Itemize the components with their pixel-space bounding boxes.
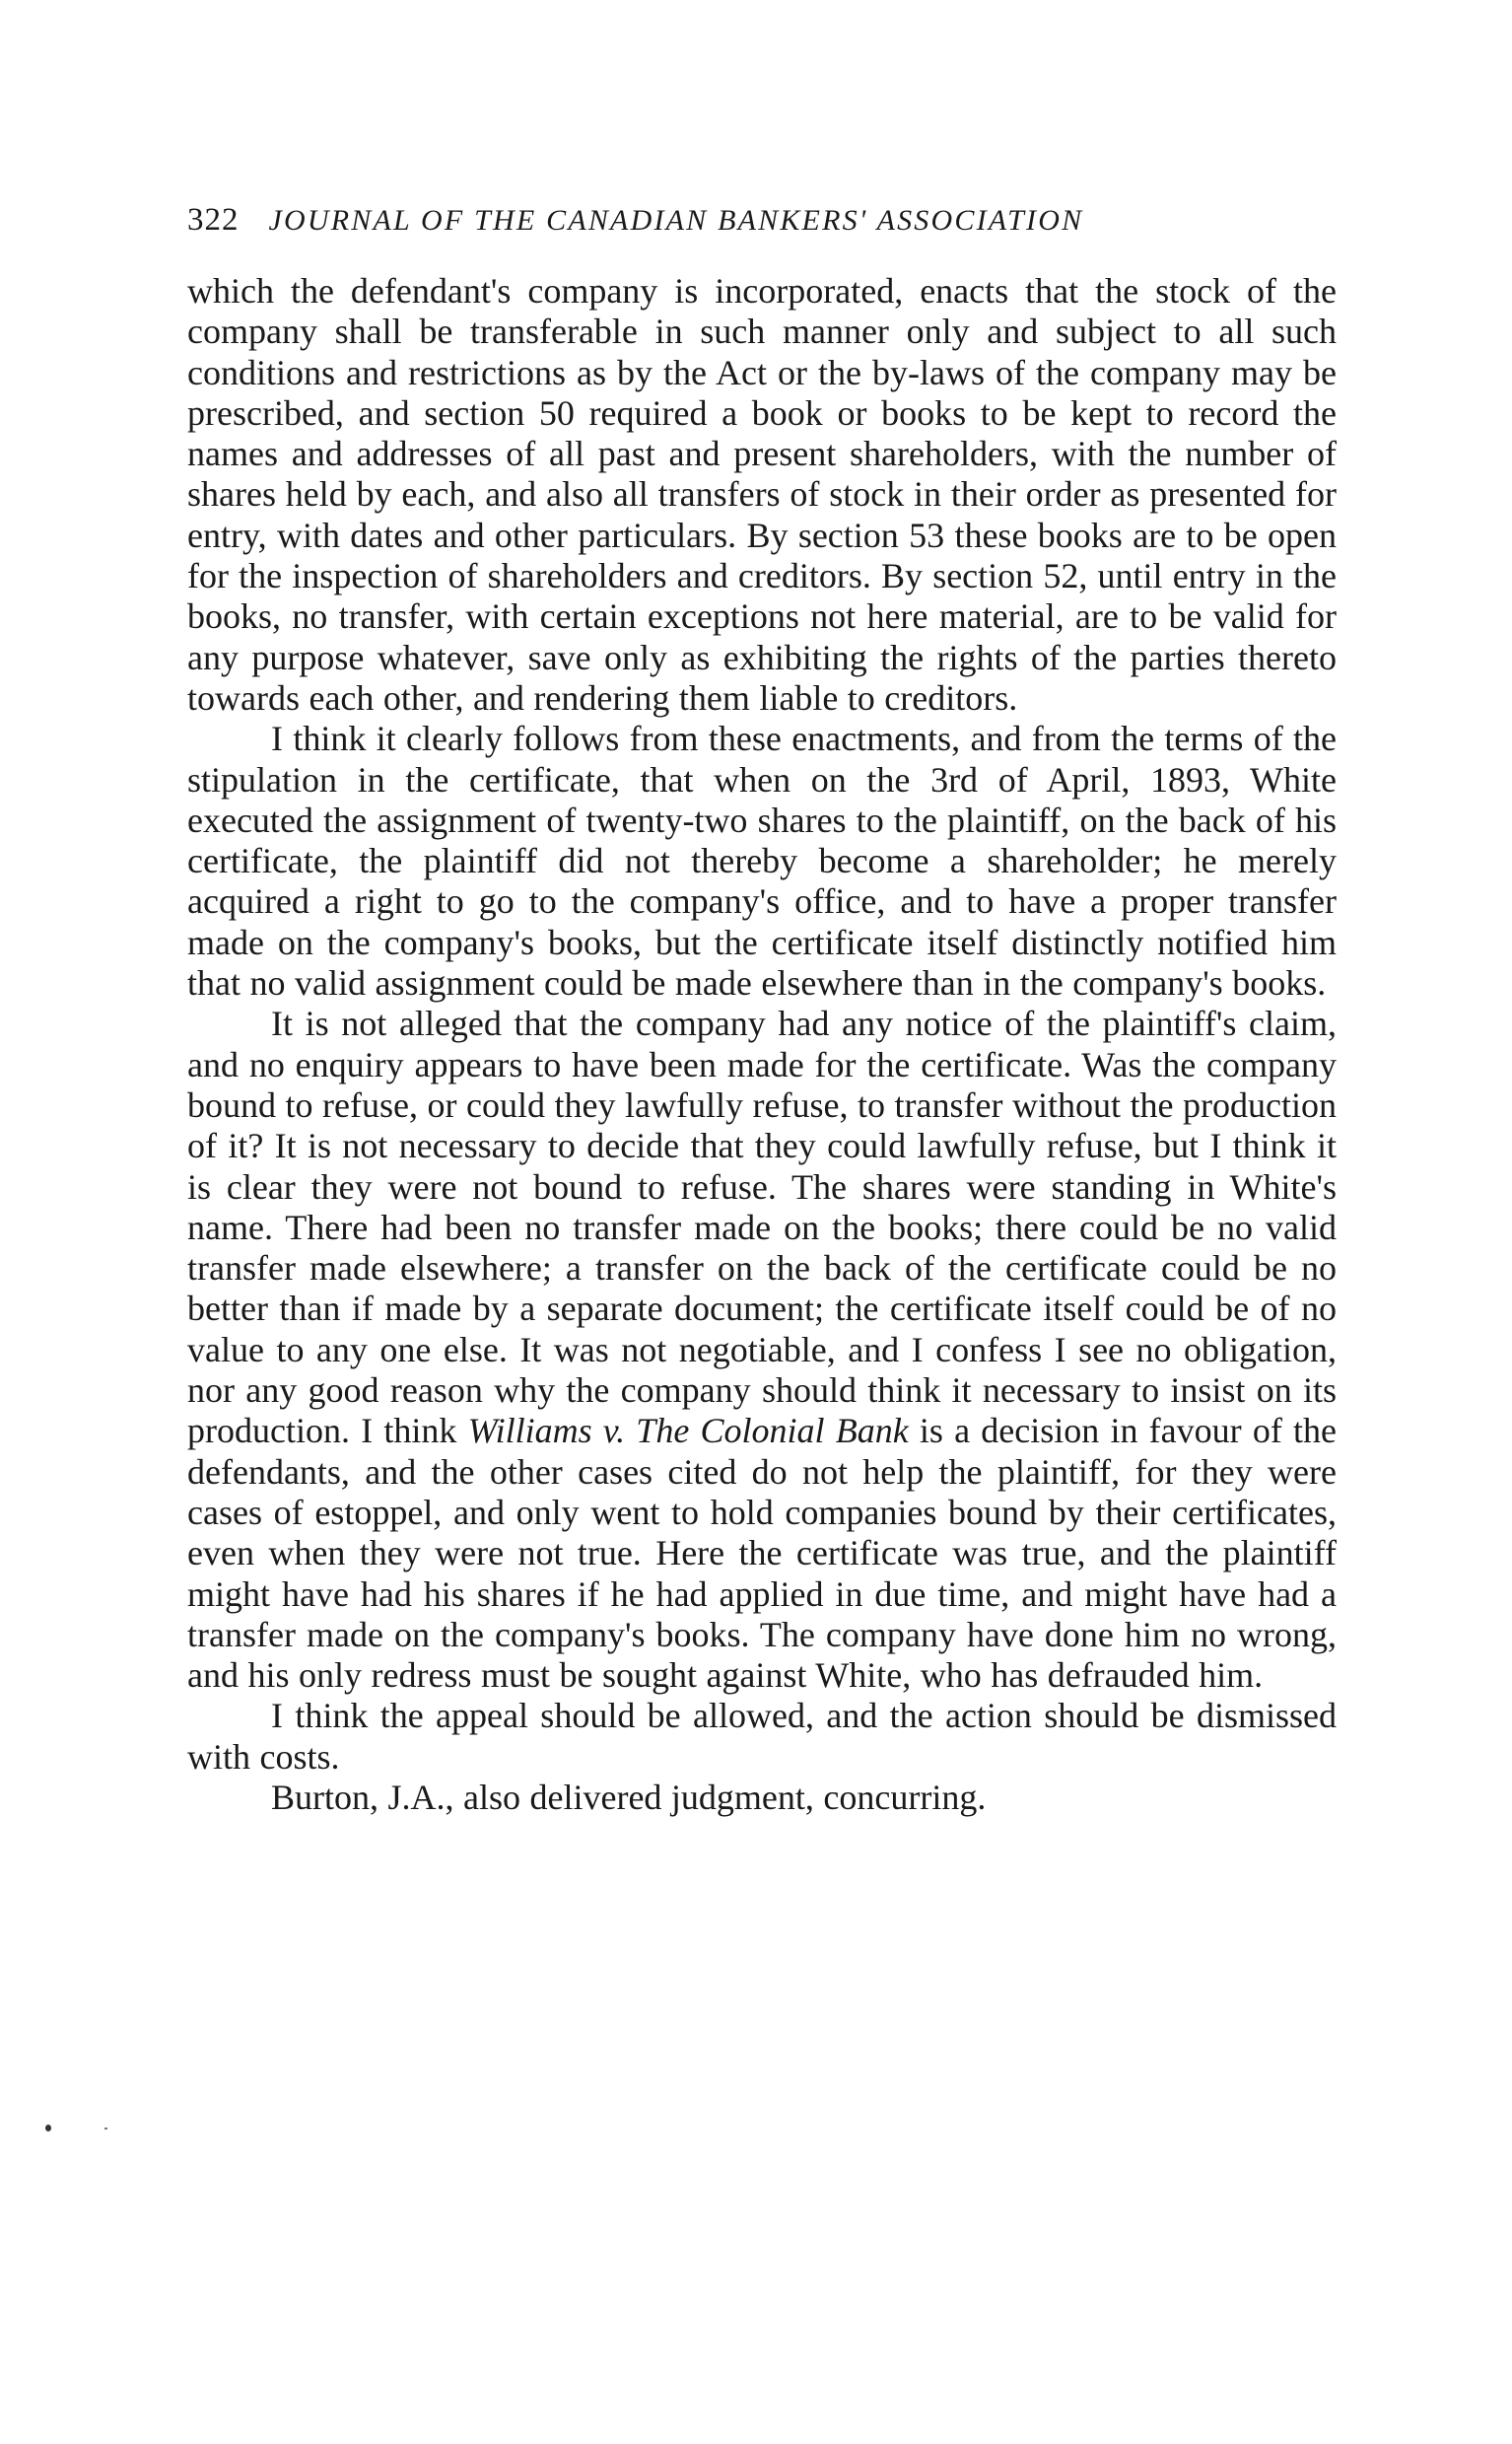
journal-page — [187, 202, 1337, 1818]
paragraph-3 — [187, 1004, 1337, 1696]
paragraph-3-text-b: is a decision in favour of the defendants, and the other cases cited do not help the plaintiff, for they were cases of estoppel, and only went to hold companies bound by their certificates, even when they were not true. Here the certificate was true, and the plaintiff might have had his shares if he had applied in due time, and might have had a transfer made on the company's books. The company have done him no wrong, and his only redress must be sought against White, who has defrauded him. — [187, 1411, 1338, 1696]
paragraph-2: I think it clearly follows from these enactments, and from the terms of the stipulation in the certificate, that when on the 3rd of April, 1893, White executed the assignment of twenty-two shares to the plaintiff, on the back of his certificate, the plaintiff did not thereby become a shareholder; he merely acquired a right to go to the company's office, and to have a proper transfer made on the company's books, but the certificate itself distinctly notified him that no valid assignment could be made elsewhere than in the company's books. — [187, 719, 1337, 1004]
ink-speck-small — [104, 2128, 107, 2130]
paragraph-4: I think the appeal should be allowed, and the action should be dismissed with costs. — [187, 1696, 1337, 1777]
body-text — [187, 271, 1337, 1818]
ink-speck — [45, 2125, 51, 2131]
paragraph-3-text-a: It is not alleged that the company had any notice of the plaintiff's claim, and no enquiry appears to have been made for the certificate. Was the company bound to refuse, or could they lawfully refuse, to transfer without the production of it? It is not necessary to decide that they could lawfully refuse, but I think it is clear they were not bound to refuse. The shares were standing in White's name. There had been no transfer made on the books; there could be no valid transfer made elsewhere; a transfer on the back of the certificate could be no better than if made by a separate document; the certificate itself could be of no value to any one else. It was not negotiable, and I confess I see no obligation, nor any good reason why the company should think it necessary to insist on its production. I think — [187, 1004, 1337, 1451]
paragraph-5: Burton, J.A., also delivered judgment, concurring. — [271, 1777, 987, 1817]
journal-title: JOURNAL OF THE CANADIAN BANKERS' ASSOCIATION — [268, 204, 1084, 237]
paragraph-1: which the defendant's company is incorporated, enacts that the stock of the company shall be transferable in such manner only and subject to all such conditions and restrictions as by the Act or the by-laws of the company may be prescribed, and section 50 required a book or books to be kept to record the names and addresses of all past and present shareholders, with the number of shares held by each, and also all transfers of stock in their order as presented for entry, with dates and other particulars. By section 53 these books are to be open for the inspection of shareholders and creditors. By section 52, until entry in the books, no transfer, with certain exceptions not here material, are to be valid for any purpose whatever, save only as exhibiting the rights of the parties thereto towards each other, and rendering them liable to creditors. — [187, 271, 1337, 718]
running-head — [187, 202, 1337, 249]
case-citation: Williams v. The Colonial Bank — [467, 1411, 909, 1451]
page-number: 322 — [187, 202, 240, 238]
